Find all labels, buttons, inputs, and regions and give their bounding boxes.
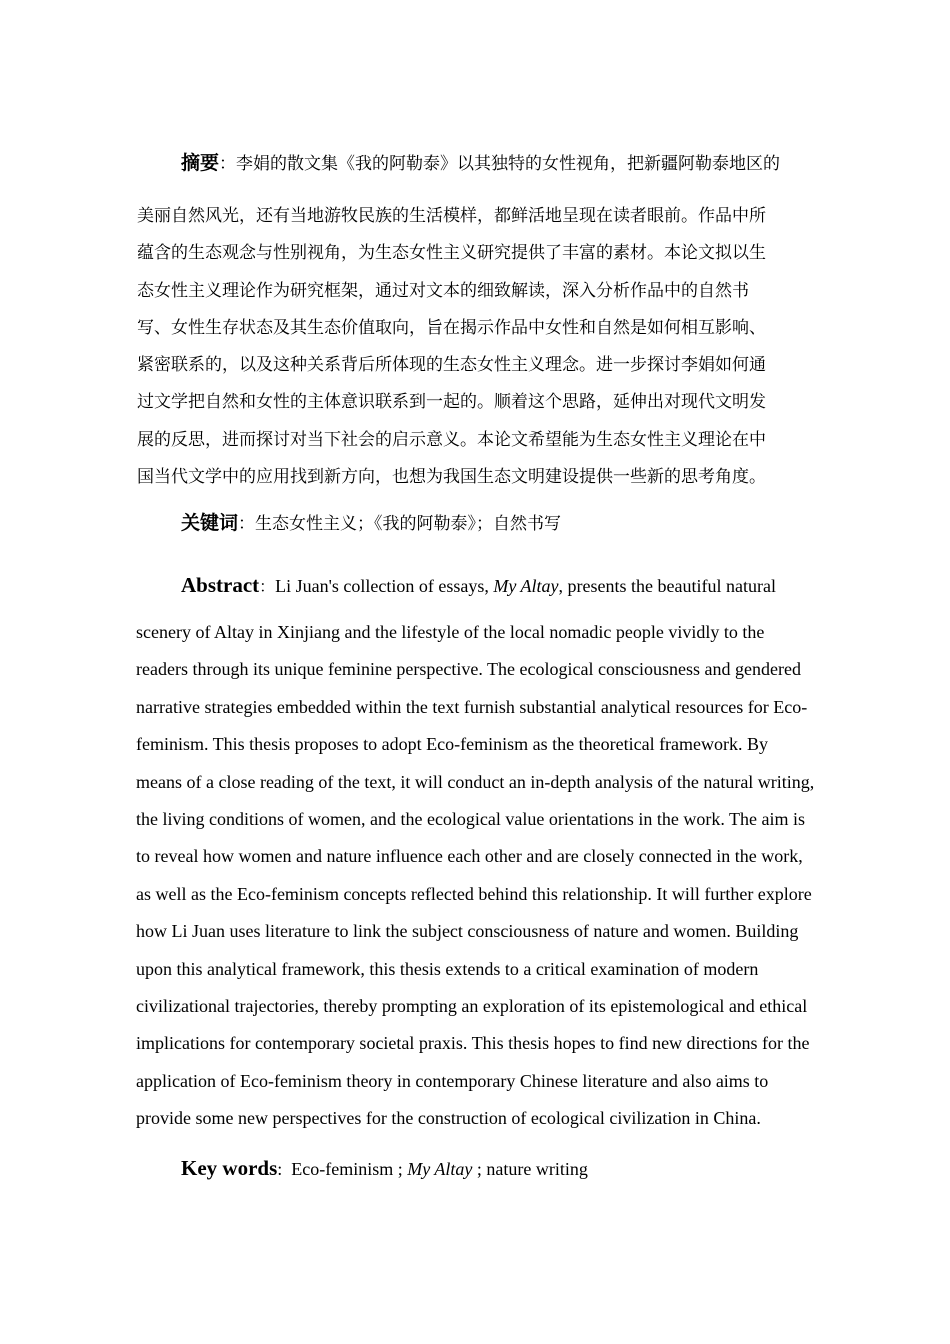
- chinese-abstract-line: 美丽自然风光，还有当地游牧民族的生活模样，都鲜活地呈现在读者眼前。作品中所: [137, 206, 766, 226]
- chinese-keywords-text: 生态女性主义；《我的阿勒泰》；自然书写: [255, 514, 562, 534]
- chinese-keywords: [181, 508, 561, 539]
- english-keyword-book-title: My Altay: [407, 1159, 473, 1179]
- chinese-abstract-line: 过文学把自然和女性的主体意识联系到一起的。顺着这个思路，延伸出对现代文明发: [137, 392, 766, 413]
- chinese-abstract-line: 写、女性生存状态及其生态价值取向，旨在揭示作品中女性和自然是如何相互影响、: [137, 317, 766, 338]
- chinese-abstract-line: 展的反思，进而探讨对当下社会的启示意义。本论文希望能为生态女性主义理论在中: [137, 429, 766, 450]
- english-keywords-label: Key words: [181, 1156, 278, 1180]
- english-abstract-line: to reveal how women and nature influence each other and are closely connected in the work,: [136, 846, 803, 867]
- english-abstract-line: means of a close reading of the text, it will conduct an in-depth analysis of the natural writing,: [136, 771, 815, 792]
- english-abstract-colon: ：: [259, 577, 276, 596]
- english-abstract-line: as well as the Eco-feminism concepts reflected behind this relationship. It will further explore: [136, 883, 812, 904]
- english-abstract-line: application of Eco-feminism theory in contemporary Chinese literature and also aims to: [136, 1070, 769, 1091]
- english-abstract-line: upon this analytical framework, this thesis extends to a critical examination of modern: [136, 958, 759, 979]
- chinese-abstract-first-line: [137, 146, 859, 184]
- chinese-abstract-line: 蕴含的生态观念与性别视角，为生态女性主义研究提供了丰富的素材。本论文拟以生: [137, 243, 766, 264]
- chinese-abstract-colon: ：: [219, 154, 237, 174]
- chinese-abstract-label: 摘要: [181, 152, 220, 174]
- english-abstract-label: Abstract: [181, 573, 260, 597]
- english-abstract-line: provide some new perspectives for the construction of ecological civilization in China.: [136, 1108, 761, 1129]
- chinese-abstract-line: 李娟的散文集《我的阿勒泰》以其独特的女性视角，把新疆阿勒泰地区的: [236, 154, 781, 174]
- chinese-abstract: [137, 146, 859, 496]
- english-keywords-colon: :: [277, 1159, 283, 1179]
- english-abstract-line: scenery of Altay in Xinjiang and the lifestyle of the local nomadic people vividly to the: [136, 622, 765, 642]
- english-abstract-line: narrative strategies embedded within the text furnish substantial analytical resources for Eco-: [136, 696, 808, 717]
- english-abstract-line: feminism. This thesis proposes to adopt Eco-feminism as the theoretical framework. By: [136, 734, 769, 755]
- english-keyword: ; nature writing: [472, 1159, 588, 1179]
- english-abstract-first-line: [136, 567, 860, 603]
- english-abstract-line: the living conditions of women, and the ecological value orientations in the work. The aim is: [136, 808, 806, 829]
- english-abstract-text: Li Juan's collection of essays,: [275, 576, 494, 596]
- english-abstract-text: , presents the beautiful natural: [558, 576, 776, 596]
- english-abstract-line: how Li Juan uses literature to link the subject consciousness of nature and women. Building: [136, 921, 799, 942]
- english-abstract-line: civilizational trajectories, thereby prompting an exploration of its epistemological and ethical: [136, 995, 808, 1016]
- chinese-abstract-line: 国当代文学中的应用找到新方向，也想为我国生态文明建设提供一些新的思考角度。: [137, 467, 766, 488]
- chinese-abstract-line: 态女性主义理论作为研究框架，通过对文本的细致解读，深入分析作品中的自然书: [137, 280, 749, 301]
- english-keywords: [181, 1151, 588, 1186]
- english-keyword: Eco-feminism ;: [291, 1159, 403, 1179]
- chinese-keywords-label: 关键词: [181, 512, 239, 534]
- chinese-abstract-line: 紧密联系的，以及这种关系背后所体现的生态女性主义理念。进一步探讨李娟如何通: [137, 355, 766, 376]
- book-title: My Altay: [493, 576, 559, 596]
- english-abstract: [136, 567, 860, 1137]
- english-abstract-line: implications for contemporary societal praxis. This thesis hopes to find new directions for the: [136, 1033, 810, 1054]
- chinese-keywords-colon: ：: [238, 514, 256, 534]
- english-abstract-line: readers through its unique feminine perspective. The ecological consciousness and gendered: [136, 659, 801, 680]
